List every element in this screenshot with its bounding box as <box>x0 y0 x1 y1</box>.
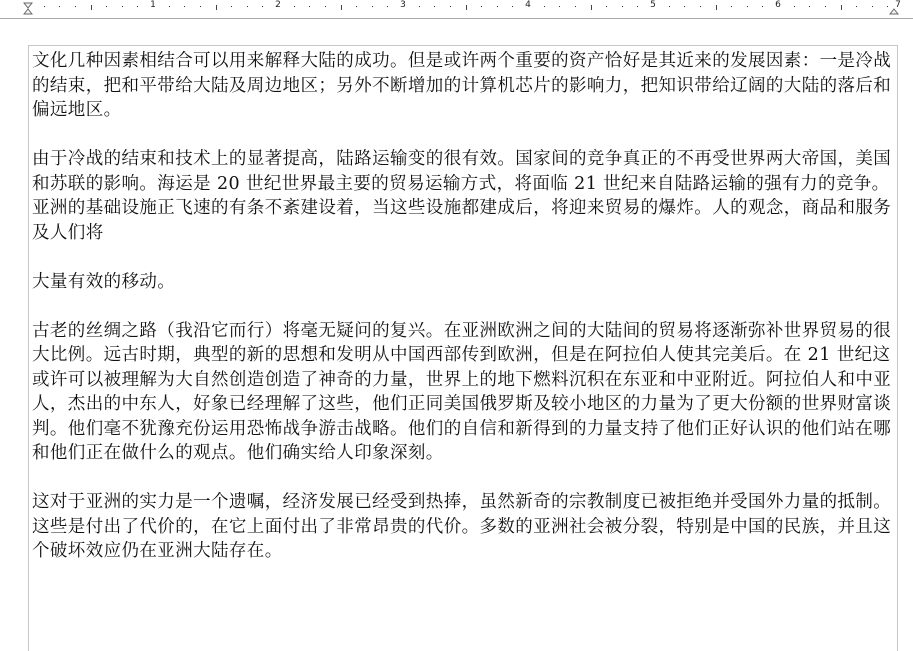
ruler-tick <box>356 6 357 7</box>
ruler-tick <box>106 6 107 7</box>
ruler-number: 3 <box>400 0 406 10</box>
ruler-tick <box>762 6 763 7</box>
ruler-tick <box>387 6 388 7</box>
ruler-tick <box>669 6 670 7</box>
ruler-number: 5 <box>650 0 656 10</box>
paragraph[interactable]: 文化几种因素相结合可以用来解释大陆的成功。但是或许两个重要的资产恰好是其近来的发展因素：一是冷战的结束，把和平带给大陆及周边地区；另外不断增加的计算机芯片的影响力，把知识带给辽阔的大陆的落后和偏远地区。 <box>32 51 892 120</box>
ruler-tick <box>747 6 748 7</box>
ruler-tick <box>841 5 842 10</box>
horizontal-ruler[interactable] <box>0 0 913 19</box>
ruler-tick <box>825 6 826 7</box>
ruler-tick <box>809 6 810 7</box>
ruler-tick <box>169 6 170 7</box>
ruler-number: 2 <box>275 0 281 10</box>
ruler-tick <box>341 5 342 10</box>
ruler-tick <box>450 6 451 7</box>
ruler-tick <box>216 5 217 10</box>
ruler-tick <box>872 6 873 7</box>
ruler-tick <box>434 6 435 7</box>
ruler-tick <box>606 6 607 7</box>
ruler-tick <box>716 5 717 10</box>
ruler-tick <box>91 5 92 10</box>
ruler-tick <box>137 6 138 7</box>
ruler-tick <box>200 6 201 7</box>
ruler-tick <box>247 6 248 7</box>
ruler-tick <box>481 6 482 7</box>
ruler-tick <box>184 6 185 7</box>
ruler-tick <box>731 6 732 7</box>
ruler-tick <box>887 6 888 7</box>
ruler-tick <box>544 6 545 7</box>
ruler-number: 6 <box>775 0 781 10</box>
ruler-tick <box>591 5 592 10</box>
left-indent-marker[interactable] <box>23 2 33 16</box>
ruler-number: 7 <box>895 0 901 10</box>
ruler-tick <box>44 6 45 7</box>
ruler-tick <box>309 6 310 7</box>
paragraph[interactable]: 大量有效的移动。 <box>32 271 176 292</box>
document-body[interactable] <box>32 49 902 588</box>
paragraph[interactable]: 由于冷战的结束和技术上的显著提高，陆路运输变的很有效。国家间的竞争真正的不再受世界两大帝国，美国和苏联的影响。海运是 20 世纪世界最主要的贸易运输方式，将面临 21 世纪来自陆路运输的强有力的竞争。亚洲的基础设施正飞速的有条不紊建设着，当这些设施都建成后，将迎来贸易的爆炸。人的观念，商品和服务及人们将 <box>32 149 892 243</box>
ruler-tick <box>622 6 623 7</box>
ruler-tick <box>231 6 232 7</box>
ruler-tick <box>419 6 420 7</box>
ruler-tick <box>75 6 76 7</box>
ruler-tick <box>559 6 560 7</box>
ruler-tick <box>512 6 513 7</box>
ruler-tick <box>794 6 795 7</box>
ruler-tick <box>497 6 498 7</box>
ruler-number: 4 <box>525 0 531 10</box>
ruler-tick <box>59 6 60 7</box>
ruler-tick <box>856 6 857 7</box>
ruler-tick <box>637 6 638 7</box>
ruler-tick <box>700 6 701 7</box>
ruler-tick <box>684 6 685 7</box>
ruler-tick <box>325 6 326 7</box>
ruler-tick <box>466 5 467 10</box>
ruler-tick <box>294 6 295 7</box>
ruler-tick <box>262 6 263 7</box>
paragraph[interactable]: 古老的丝绸之路（我沿它而行）将毫无疑问的复兴。在亚洲欧洲之间的大陆间的贸易将逐渐弥补世界贸易的很大比例。远古时期，典型的新的思想和发明从中国西部传到欧洲，但是在阿拉伯人使其完美后。在 21 世纪这或许可以被理解为大自然创造创造了神奇的力量，世界上的地下燃料沉积在东亚和中亚附近。阿拉伯人和中亚人，杰出的中东人，好象已经理解了这些，他们正同美国俄罗斯及较小地区的力量为了更大份额的世界财富谈判。他们毫不犹豫充份运用恐怖战争游击战略。他们的自信和新得到的力量支持了他们正好认识的他们站在哪和他们正在做什么的观点。他们确实给人印象深刻。 <box>32 320 892 463</box>
ruler-track <box>28 2 898 16</box>
ruler-tick <box>575 6 576 7</box>
ruler-tick <box>122 6 123 7</box>
ruler-tick <box>372 6 373 7</box>
ruler-number: 1 <box>150 0 156 10</box>
paragraph[interactable]: 这对于亚洲的实力是一个遗嘱，经济发展已经受到热捧，虽然新奇的宗教制度已被拒绝并受国外力量的抵制。这些是付出了代价的，在它上面付出了非常昂贵的代价。多数的亚洲社会被分裂，特别是中国的民族，并且这个破坏效应仍在亚洲大陆存在。 <box>32 492 892 561</box>
